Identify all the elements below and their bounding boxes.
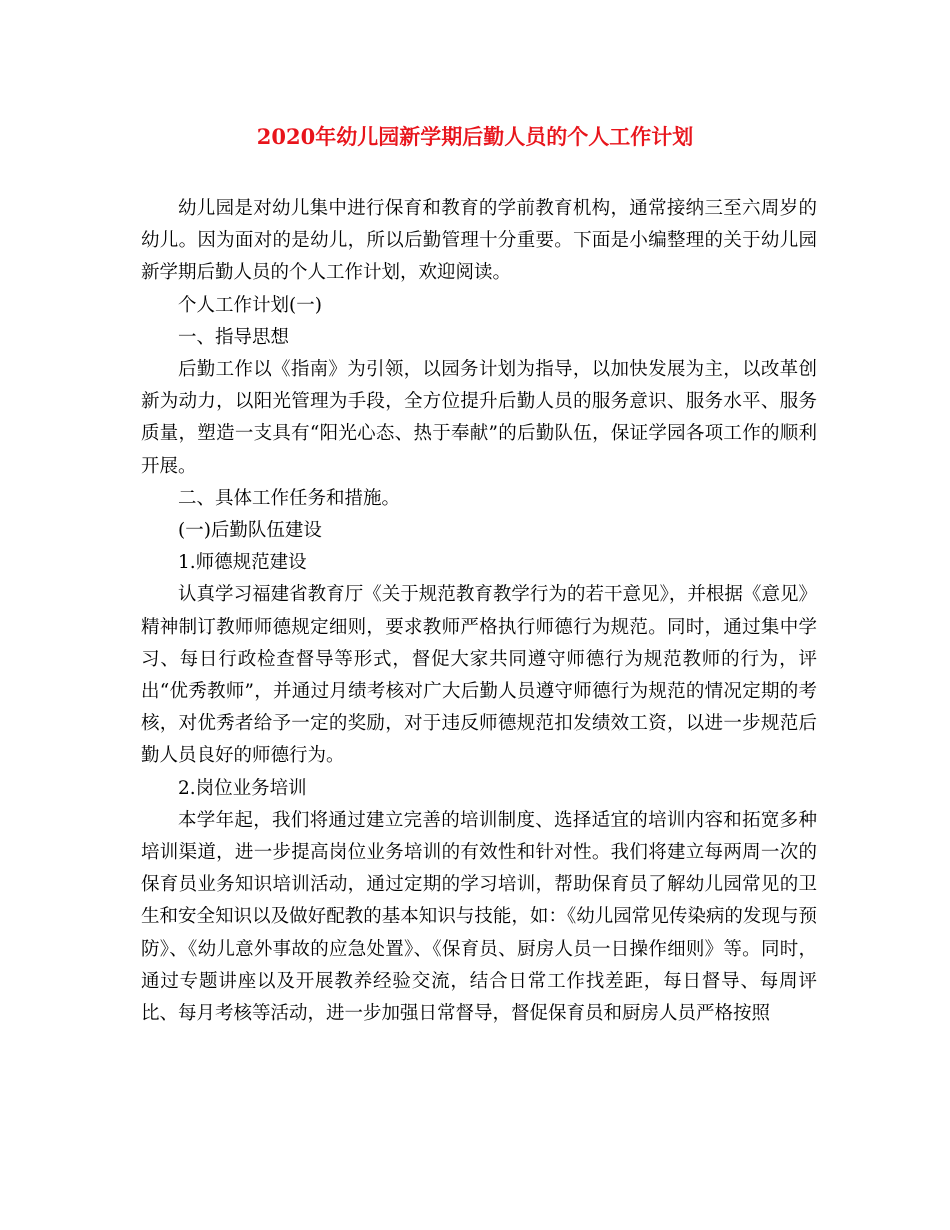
paragraph-intro: 幼儿园是对幼儿集中进行保育和教育的学前教育机构，通常接纳三至六周岁的幼儿。因为面对的是幼儿，所以后勤管理十分重要。下面是小编整理的关于幼儿园新学期后勤人员的个人工作计划，欢迎阅读。 <box>141 198 817 284</box>
section-heading-guiding-thought: 一、指导思想 <box>178 326 290 348</box>
paragraph-ethics: 认真学习福建省教育厅《关于规范教育教学行为的若干意见》，并根据《意见》精神制订教师师德规定细则，要求教师严格执行师德行为规范。同时，通过集中学习、每日行政检查督导等形式，督促大家共同遵守师德行为规范教师的行为，评出“优秀教师”，并通过月绩考核对广大后勤人员遵守师德行为规范的情况定期的考核，对优秀者给予一定的奖励，对于违反师德规范扣发绩效工资，以进一步规范后勤人员良好的师德行为。 <box>141 584 817 767</box>
paragraph-guiding-thought: 后勤工作以《指南》为引领，以园务计划为指导，以加快发展为主，以改革创新为动力，以阳光管理为手段，全方位提升后勤人员的服务意识、服务水平、服务质量，塑造一支具有“阳光心态、热于奉献”的后勤队伍，保证学园各项工作的顺利开展。 <box>141 359 817 477</box>
section-heading-tasks: 二、具体工作任务和措施。 <box>178 487 401 509</box>
item-heading-ethics: 1.师德规范建设 <box>178 552 307 574</box>
document-body <box>141 193 817 1030</box>
paragraph-plan-heading: 个人工作计划(一) <box>178 294 322 316</box>
paragraph-training: 本学年起，我们将通过建立完善的培训制度、选择适宜的培训内容和拓宽多种培训渠道，进一步提高岗位业务培训的有效性和针对性。我们将建立每两周一次的保育员业务知识培训活动，通过定期的学习培训，帮助保育员了解幼儿园常见的卫生和安全知识以及做好配教的基本知识与技能，如：《幼儿园常见传染病的发现与预防》、《幼儿意外事故的应急处置》、《保育员、厨房人员一日操作细则》等。同时，通过专题讲座以及开展教养经验交流，结合日常工作找差距，每日督导、每周评比、每月考核等活动，进一步加强日常督导，督促保育员和厨房人员严格按照 <box>141 809 817 1025</box>
subsection-heading-team: (一)后勤队伍建设 <box>178 520 322 542</box>
item-heading-training: 2.岗位业务培训 <box>178 777 307 799</box>
document-title: 2020年幼儿园新学期后勤人员的个人工作计划 <box>256 124 694 149</box>
